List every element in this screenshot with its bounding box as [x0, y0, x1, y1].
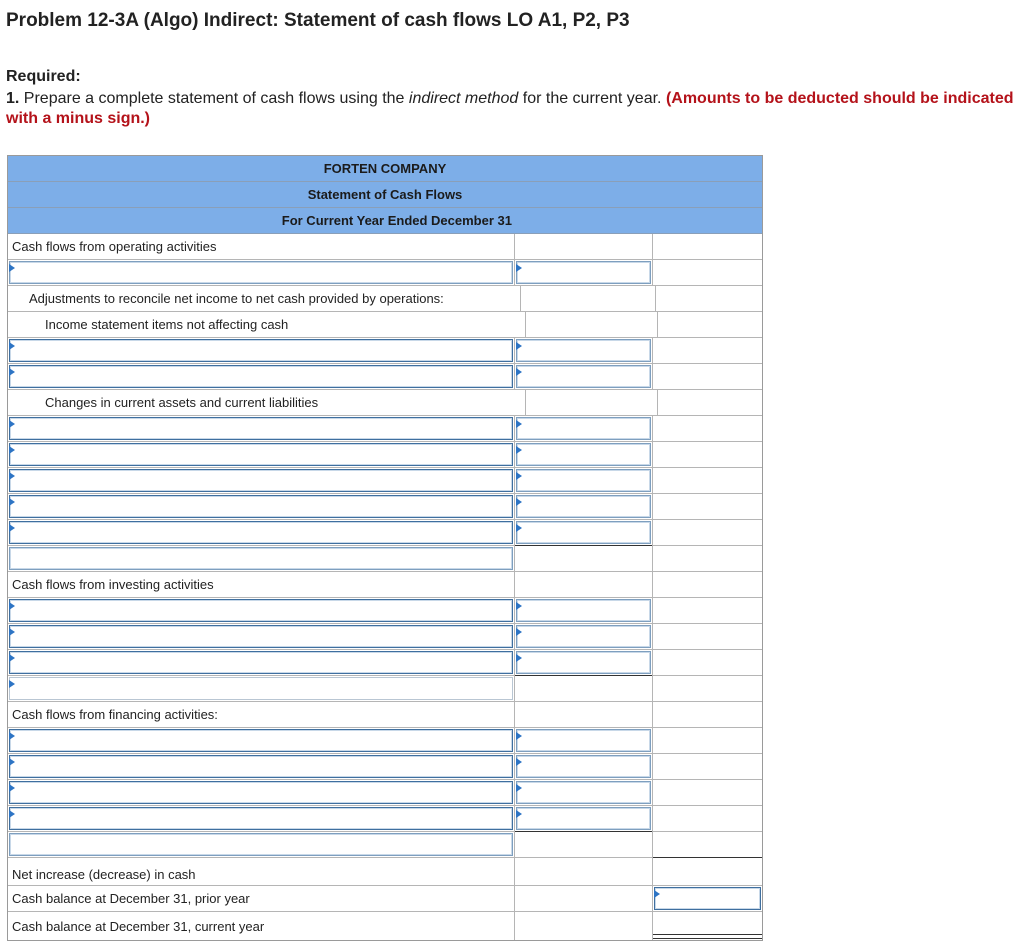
financing-total-label-input[interactable]	[9, 833, 513, 856]
dropdown-marker-icon	[9, 524, 15, 532]
noncash-item-1-amount-input[interactable]	[516, 339, 651, 362]
instruction-text-post: for the current year.	[522, 90, 662, 107]
financing-2-amount-input[interactable]	[516, 755, 651, 778]
table-row	[8, 780, 762, 806]
investing-1-label-input[interactable]	[9, 599, 513, 622]
noncash-item-2-amount-input[interactable]	[516, 365, 651, 388]
financing-4-label-input[interactable]	[9, 807, 513, 830]
financing-1-amount-input[interactable]	[516, 729, 651, 752]
table-row	[8, 364, 762, 390]
dropdown-marker-icon	[516, 810, 522, 818]
company-name: FORTEN COMPANY	[8, 156, 762, 182]
table-row	[8, 650, 762, 676]
dropdown-marker-icon	[9, 420, 15, 428]
financing-2-label-input[interactable]	[9, 755, 513, 778]
table-row	[8, 702, 762, 728]
beginning-balance-input[interactable]	[654, 887, 761, 910]
dropdown-marker-icon	[9, 368, 15, 376]
dropdown-marker-icon	[9, 446, 15, 454]
financing-1-label-input[interactable]	[9, 729, 513, 752]
change-5-label-input[interactable]	[9, 521, 513, 544]
operating-total-label-input[interactable]	[9, 547, 513, 570]
table-row	[8, 494, 762, 520]
dropdown-marker-icon	[516, 368, 522, 376]
adjustments-label: Adjustments to reconcile net income to net cash provided by operations:	[8, 286, 521, 311]
changes-label: Changes in current assets and current liabilities	[8, 390, 526, 415]
table-row	[8, 858, 762, 886]
dropdown-marker-icon	[516, 758, 522, 766]
investing-1-amount-input[interactable]	[516, 599, 651, 622]
change-2-amount-input[interactable]	[516, 443, 651, 466]
dropdown-marker-icon	[516, 472, 522, 480]
dropdown-marker-icon	[516, 732, 522, 740]
change-4-amount-input[interactable]	[516, 495, 651, 518]
dropdown-marker-icon	[516, 342, 522, 350]
instructions	[6, 89, 1016, 129]
operating-label: Cash flows from operating activities	[8, 234, 515, 259]
financing-4-amount-input[interactable]	[516, 807, 651, 830]
net-income-amount-input[interactable]	[516, 261, 651, 284]
change-1-amount-input[interactable]	[516, 417, 651, 440]
table-row	[8, 390, 762, 416]
dropdown-marker-icon	[516, 446, 522, 454]
financing-3-label-input[interactable]	[9, 781, 513, 804]
dropdown-marker-icon	[516, 524, 522, 532]
statement-name: Statement of Cash Flows	[8, 182, 762, 208]
dropdown-marker-icon	[654, 890, 660, 898]
financing-label: Cash flows from financing activities:	[8, 702, 515, 727]
change-5-amount-input[interactable]	[516, 521, 651, 544]
table-row	[8, 442, 762, 468]
table-row	[8, 598, 762, 624]
table-row	[8, 572, 762, 598]
dropdown-marker-icon	[9, 498, 15, 506]
instruction-method: indirect method	[408, 90, 519, 107]
change-1-label-input[interactable]	[9, 417, 513, 440]
table-row	[8, 624, 762, 650]
table-row	[8, 234, 762, 260]
dropdown-marker-icon	[9, 628, 15, 636]
investing-3-amount-input[interactable]	[516, 651, 651, 674]
dropdown-marker-icon	[9, 342, 15, 350]
investing-label: Cash flows from investing activities	[8, 572, 515, 597]
dropdown-marker-icon	[9, 810, 15, 818]
table-row	[8, 260, 762, 286]
change-4-label-input[interactable]	[9, 495, 513, 518]
statement-period: For Current Year Ended December 31	[8, 208, 762, 234]
cash-flow-statement	[7, 155, 763, 941]
dropdown-marker-icon	[516, 602, 522, 610]
table-row	[8, 520, 762, 546]
table-row	[8, 912, 762, 940]
table-row	[8, 312, 762, 338]
page-title: Problem 12-3A (Algo) Indirect: Statement of cash flows LO A1, P2, P3	[6, 10, 630, 31]
table-row	[8, 338, 762, 364]
change-2-label-input[interactable]	[9, 443, 513, 466]
noncash-items-label: Income statement items not affecting cash	[8, 312, 526, 337]
dropdown-marker-icon	[516, 264, 522, 272]
investing-2-label-input[interactable]	[9, 625, 513, 648]
dropdown-marker-icon	[516, 420, 522, 428]
table-row	[8, 886, 762, 912]
financing-3-amount-input[interactable]	[516, 781, 651, 804]
table-row	[8, 546, 762, 572]
table-row	[8, 286, 762, 312]
change-3-amount-input[interactable]	[516, 469, 651, 492]
table-row	[8, 832, 762, 858]
investing-3-label-input[interactable]	[9, 651, 513, 674]
dropdown-marker-icon	[9, 784, 15, 792]
dropdown-marker-icon	[516, 784, 522, 792]
instruction-number: 1.	[6, 90, 20, 107]
dropdown-marker-icon	[9, 654, 15, 662]
dropdown-marker-icon	[9, 758, 15, 766]
instruction-text-pre: Prepare a complete statement of cash flows using the	[23, 90, 405, 107]
table-row	[8, 416, 762, 442]
required-label: Required:	[6, 68, 81, 85]
change-3-label-input[interactable]	[9, 469, 513, 492]
noncash-item-1-label-input[interactable]	[9, 339, 513, 362]
dropdown-marker-icon	[9, 602, 15, 610]
dropdown-marker-icon	[516, 654, 522, 662]
ending-balance-label: Cash balance at December 31, current year	[8, 912, 515, 940]
table-row	[8, 806, 762, 832]
dropdown-marker-icon	[9, 680, 15, 688]
dropdown-marker-icon	[9, 732, 15, 740]
table-row	[8, 754, 762, 780]
beginning-balance-label: Cash balance at December 31, prior year	[8, 886, 515, 911]
investing-total-label-input[interactable]	[9, 677, 513, 700]
net-income-label-input[interactable]	[9, 261, 513, 284]
table-row	[8, 468, 762, 494]
dropdown-marker-icon	[516, 498, 522, 506]
dropdown-marker-icon	[9, 472, 15, 480]
dropdown-marker-icon	[516, 628, 522, 636]
dropdown-marker-icon	[9, 264, 15, 272]
table-row	[8, 728, 762, 754]
net-change-label: Net increase (decrease) in cash	[8, 858, 515, 885]
instruction-note: (Amounts to be deducted should be indicated with a minus sign.)	[6, 90, 1014, 127]
table-row	[8, 676, 762, 702]
investing-2-amount-input[interactable]	[516, 625, 651, 648]
noncash-item-2-label-input[interactable]	[9, 365, 513, 388]
